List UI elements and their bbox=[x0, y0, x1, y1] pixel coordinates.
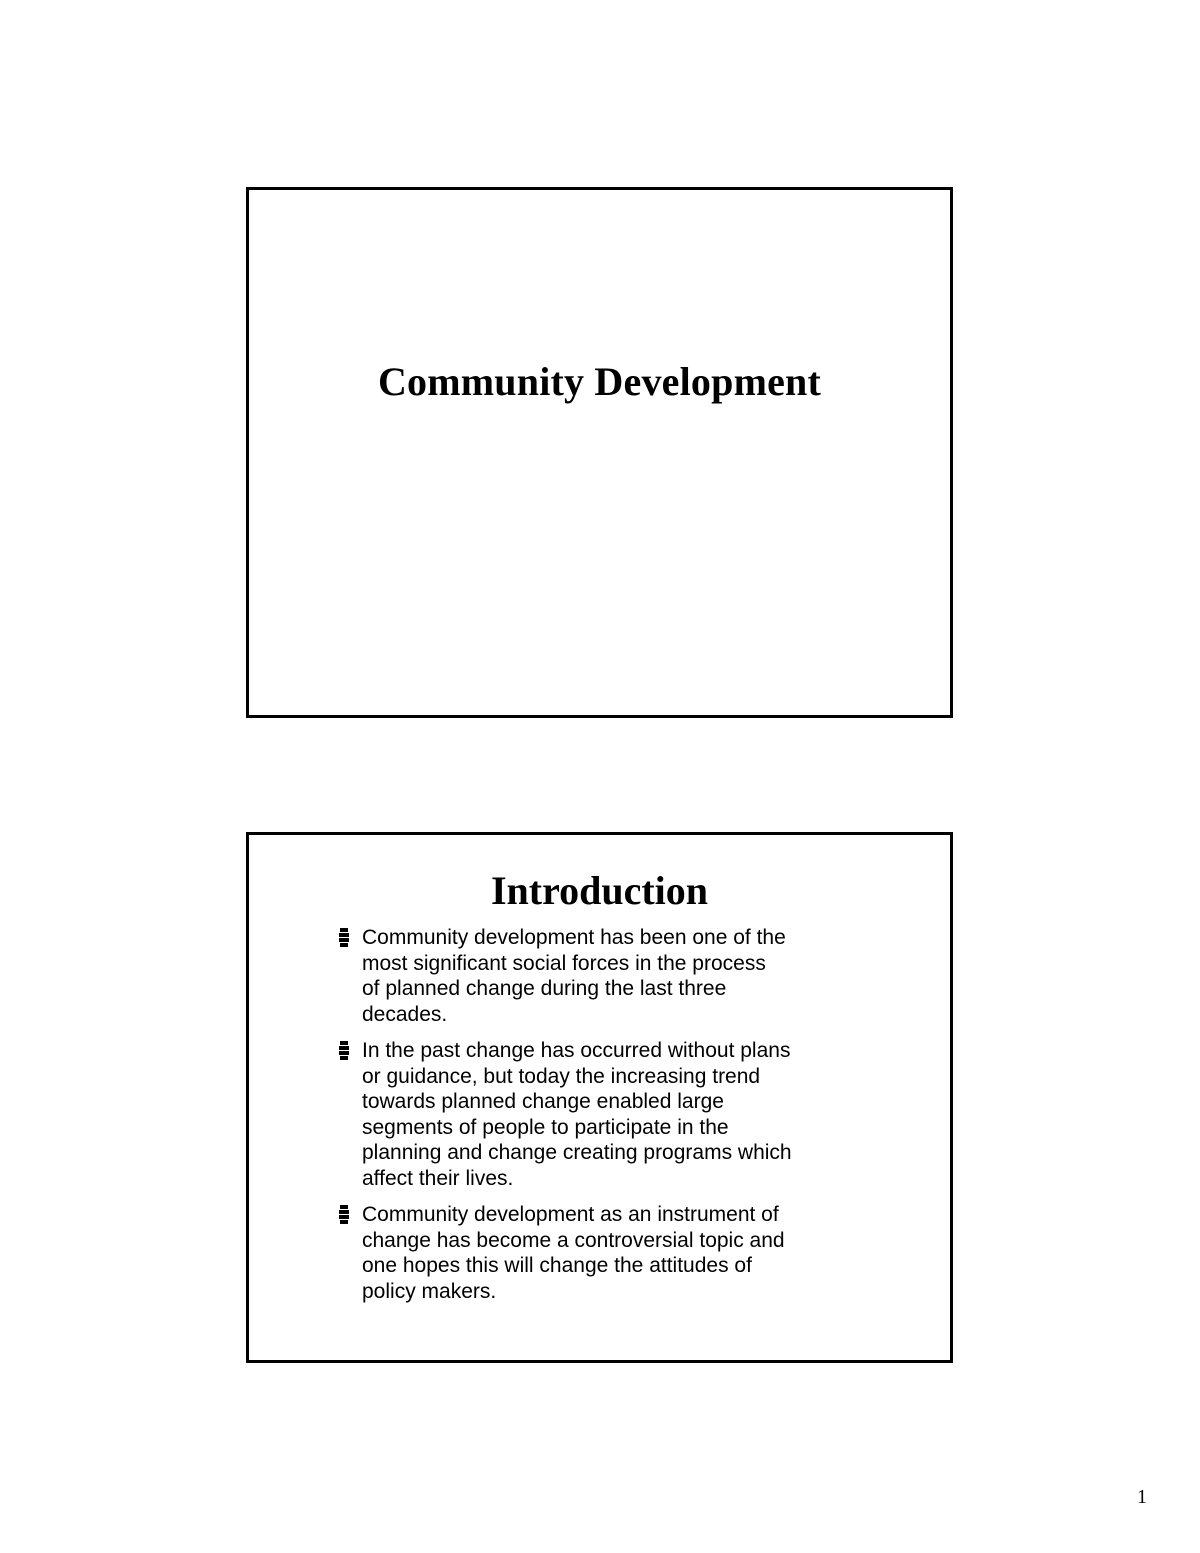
slide-title bbox=[246, 187, 953, 718]
bullet-text: Community development has been one of the most significant social forces in the process of planned change during the last three decades. bbox=[362, 926, 786, 1026]
bullet-item bbox=[335, 925, 915, 1027]
bullet-item bbox=[335, 1202, 915, 1304]
bullet-item bbox=[335, 1038, 915, 1191]
slide-title-heading: Community Development bbox=[377, 359, 822, 404]
slide-introduction bbox=[246, 832, 953, 1363]
page-number: 1 bbox=[1137, 1486, 1147, 1508]
bullet-text: Community development as an instrument of change has become a controversial topic and one hopes this will change the attitudes of policy makers. bbox=[362, 1203, 785, 1303]
bullet-text: In the past change has occurred without plans or guidance, but today the increasing trend towards planned change enabled large segments of people to participate in the planning and change creating programs which affect their lives. bbox=[362, 1039, 792, 1190]
segmented-bullet-icon bbox=[339, 928, 349, 947]
bullet-list bbox=[335, 925, 915, 1315]
segmented-bullet-icon bbox=[339, 1205, 349, 1224]
slide-introduction-heading: Introduction bbox=[490, 868, 709, 913]
segmented-bullet-icon bbox=[339, 1041, 349, 1060]
